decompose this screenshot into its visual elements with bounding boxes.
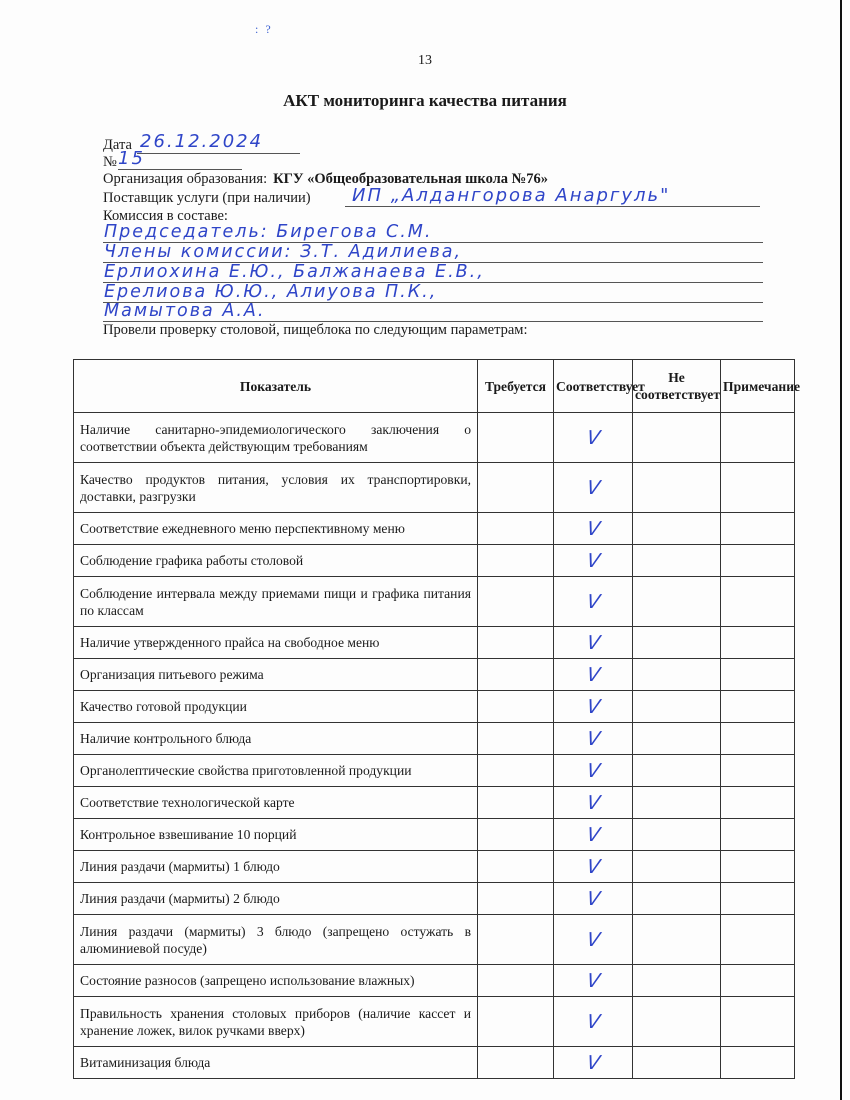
handwritten-checkmark: V [584,476,602,499]
row-note-cell [721,755,795,787]
row-indicator-cell: Органолептические свойства приготовленной продукции [74,755,478,787]
row-indicator-cell: Качество готовой продукции [74,691,478,723]
row-note-cell [721,883,795,915]
handwritten-checkmark: V [584,928,602,951]
row-indicator-cell: Линия раздачи (мармиты) 2 блюдо [74,883,478,915]
row-noncompliant-cell [633,513,721,545]
row-compliant-cell [554,883,633,915]
row-noncompliant-cell [633,883,721,915]
row-indicator-cell: Соблюдение интервала между приемами пищи и графика питания по классам [74,577,478,627]
table-row [74,965,795,997]
table-row [74,997,795,1047]
row-noncompliant-cell [633,915,721,965]
row-indicator-cell: Соблюдение графика работы столовой [74,545,478,577]
row-noncompliant-cell [633,965,721,997]
table-header-row [74,360,795,413]
header-note: Примечание [721,360,795,413]
table-row [74,723,795,755]
row-note-cell [721,915,795,965]
row-required-cell [478,463,554,513]
row-note-cell [721,513,795,545]
row-note-cell [721,691,795,723]
handwritten-checkmark: V [584,855,602,878]
handwritten-checkmark: V [584,727,602,750]
row-compliant-cell [554,723,633,755]
date-label: Дата [103,137,132,153]
table-row [74,755,795,787]
row-indicator-cell: Организация питьевого режима [74,659,478,691]
inspection-checklist-table [73,359,801,1079]
header-indicator: Показатель [74,360,478,413]
commission-member-line: Члены комиссии: З.Т. Адилиева, [104,242,463,262]
row-noncompliant-cell [633,819,721,851]
row-indicator-cell: Линия раздачи (мармиты) 3 блюдо (запрещено остужать в алюминиевой посуде) [74,915,478,965]
handwritten-checkmark: V [584,426,602,449]
row-note-cell [721,413,795,463]
table-row [74,819,795,851]
row-indicator-cell: Наличие контрольного блюда [74,723,478,755]
row-compliant-cell [554,545,633,577]
row-compliant-cell [554,463,633,513]
row-note-cell [721,627,795,659]
row-required-cell [478,627,554,659]
handwritten-checkmark: V [584,759,602,782]
row-indicator-cell: Линия раздачи (мармиты) 1 блюдо [74,851,478,883]
commission-member-line: Ерелиова Ю.Ю., Алиуова П.К., [104,282,438,302]
handwritten-checkmark: V [584,791,602,814]
row-required-cell [478,819,554,851]
row-noncompliant-cell [633,463,721,513]
row-note-cell [721,851,795,883]
row-note-cell [721,463,795,513]
header-required: Требуется [478,360,554,413]
row-note-cell [721,659,795,691]
row-noncompliant-cell [633,997,721,1047]
row-required-cell [478,787,554,819]
number-underline [118,169,242,170]
row-note-cell [721,577,795,627]
row-compliant-cell [554,997,633,1047]
inspection-intro: Провели проверку столовой, пищеблока по следующим параметрам: [103,322,528,338]
organization-value: КГУ «Общеобразовательная школа №76» [273,171,548,187]
row-required-cell [478,577,554,627]
document-title: АКТ мониторинга качества питания [283,91,567,110]
commission-member-line: Мамытова А.А. [104,301,266,321]
row-compliant-cell [554,659,633,691]
row-noncompliant-cell [633,787,721,819]
row-compliant-cell [554,965,633,997]
handwritten-checkmark: V [584,969,602,992]
scan-specks: : ? [255,22,273,36]
row-compliant-cell [554,915,633,965]
table-row [74,627,795,659]
table-row [74,851,795,883]
table-row [74,463,795,513]
supplier-label: Поставщик услуги (при наличии) [103,190,311,206]
handwritten-checkmark: V [584,549,602,572]
row-required-cell [478,513,554,545]
header-noncompliant: Не соответствует [633,360,721,413]
row-indicator-cell: Витаминизация блюда [74,1047,478,1079]
table-row [74,545,795,577]
organization-label: Организация образования: [103,171,268,187]
row-compliant-cell [554,627,633,659]
table-row [74,413,795,463]
row-compliant-cell [554,413,633,463]
number-value: 15 [118,148,145,169]
row-noncompliant-cell [633,413,721,463]
row-required-cell [478,915,554,965]
number-label: № [103,154,117,170]
handwritten-checkmark: V [584,517,602,540]
handwritten-checkmark: V [584,887,602,910]
row-indicator-cell: Соответствие ежедневного меню перспективному меню [74,513,478,545]
handwritten-checkmark: V [584,1010,602,1033]
handwritten-checkmark: V [584,823,602,846]
row-required-cell [478,1047,554,1079]
row-noncompliant-cell [633,577,721,627]
row-indicator-cell: Контрольное взвешивание 10 порций [74,819,478,851]
table-row [74,659,795,691]
row-required-cell [478,659,554,691]
row-noncompliant-cell [633,755,721,787]
row-required-cell [478,691,554,723]
row-compliant-cell [554,851,633,883]
row-required-cell [478,851,554,883]
row-indicator-cell: Качество продуктов питания, условия их транспортировки, доставки, разгрузки [74,463,478,513]
commission-member-line: Ерлиохина Е.Ю., Балжанаева Е.В., [104,262,485,282]
scan-edge-line [840,0,842,1100]
handwritten-checkmark: V [584,1051,602,1074]
row-note-cell [721,545,795,577]
row-compliant-cell [554,819,633,851]
row-indicator-cell: Наличие утвержденного прайса на свободное меню [74,627,478,659]
commission-label: Комиссия в составе: [103,208,228,224]
table-row [74,1047,795,1079]
commission-member-line: Председатель: Бирегова С.М. [104,222,433,242]
handwritten-checkmark: V [584,590,602,613]
row-note-cell [721,965,795,997]
row-required-cell [478,997,554,1047]
row-compliant-cell [554,577,633,627]
table-row [74,577,795,627]
row-indicator-cell: Соответствие технологической карте [74,787,478,819]
row-note-cell [721,1047,795,1079]
row-required-cell [478,545,554,577]
handwritten-checkmark: V [584,695,602,718]
row-noncompliant-cell [633,545,721,577]
table-row [74,787,795,819]
table-row [74,513,795,545]
row-indicator-cell: Наличие санитарно-эпидемиологического заключения о соответствии объекта действующим требованиям [74,413,478,463]
handwritten-checkmark: V [584,631,602,654]
row-noncompliant-cell [633,691,721,723]
row-indicator-cell: Правильность хранения столовых приборов (наличие кассет и хранение ложек, вилок ручками вверх) [74,997,478,1047]
page-number: 13 [418,53,432,68]
row-compliant-cell [554,513,633,545]
row-compliant-cell [554,755,633,787]
row-noncompliant-cell [633,723,721,755]
row-compliant-cell [554,787,633,819]
table-row [74,691,795,723]
date-underline [137,153,300,154]
supplier-value: ИП „Алдангорова Анаргуль" [352,185,671,206]
row-required-cell [478,723,554,755]
row-required-cell [478,755,554,787]
row-note-cell [721,819,795,851]
supplier-underline [345,206,760,207]
header-compliant: Соответствует [554,360,633,413]
row-note-cell [721,997,795,1047]
row-required-cell [478,413,554,463]
row-noncompliant-cell [633,851,721,883]
row-required-cell [478,965,554,997]
table-row [74,883,795,915]
date-value: 26.12.2024 [140,131,264,152]
table-row [74,915,795,965]
row-required-cell [478,883,554,915]
row-noncompliant-cell [633,659,721,691]
row-compliant-cell [554,1047,633,1079]
handwritten-checkmark: V [584,663,602,686]
row-note-cell [721,723,795,755]
row-noncompliant-cell [633,1047,721,1079]
row-compliant-cell [554,691,633,723]
row-indicator-cell: Состояние разносов (запрещено использование влажных) [74,965,478,997]
row-note-cell [721,787,795,819]
row-noncompliant-cell [633,627,721,659]
